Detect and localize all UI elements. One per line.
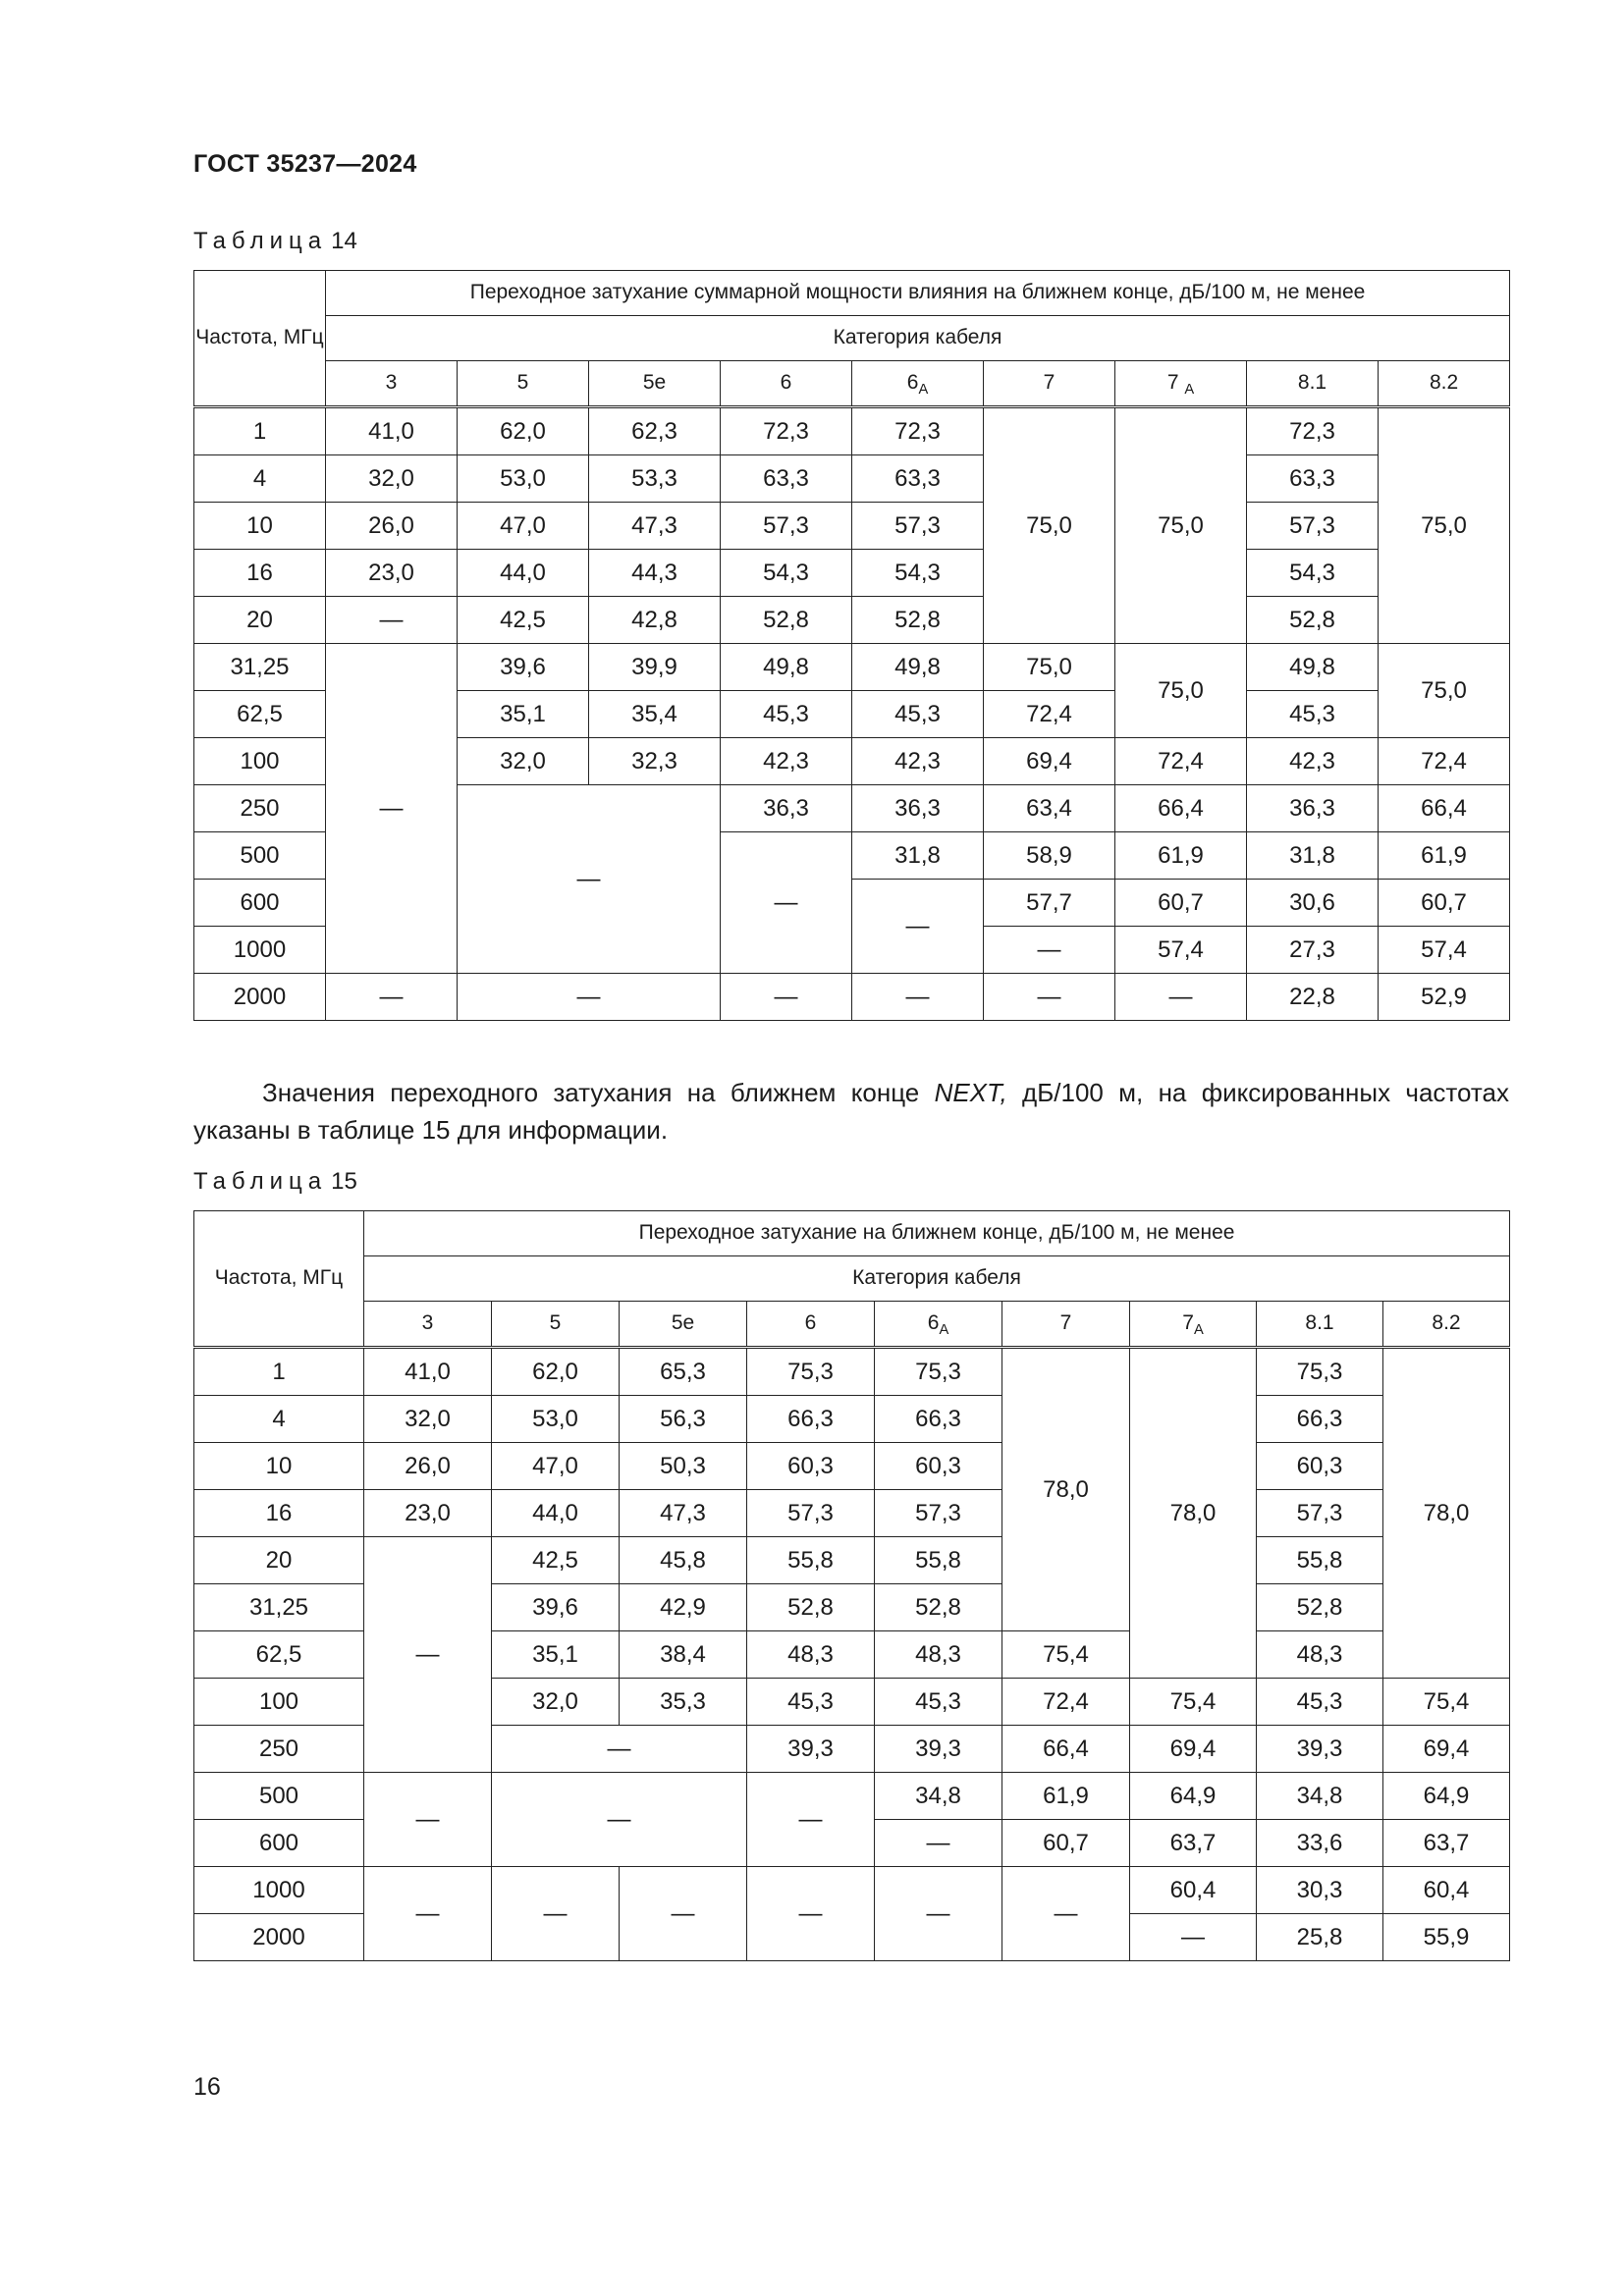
table14-cell: 57,7 xyxy=(984,880,1115,927)
table15-category-header: Категория кабеля xyxy=(364,1256,1510,1302)
paragraph-emphasis: NEXT, xyxy=(934,1078,1007,1107)
table14-cell: 52,8 xyxy=(852,597,984,644)
table14-cell: 52,8 xyxy=(1247,597,1379,644)
table14-cat-header: 5 xyxy=(458,361,589,407)
table14-cell: — xyxy=(458,785,721,974)
table15-cell: — xyxy=(747,1867,875,1961)
table14-cell: 54,3 xyxy=(721,550,852,597)
paragraph-text-end: дБ/100 м, на фиксированных частотах указаны в таблице 15 для информации. xyxy=(193,1078,1509,1145)
table15-cell: 55,8 xyxy=(875,1537,1002,1584)
table15-cell: 47,0 xyxy=(492,1443,620,1490)
table15-cell: 60,4 xyxy=(1130,1867,1257,1914)
table15-cell: 39,3 xyxy=(1257,1726,1383,1773)
table14-cell: 42,3 xyxy=(721,738,852,785)
table15-cell: 48,3 xyxy=(875,1631,1002,1679)
table14-cell: — xyxy=(721,974,852,1021)
table14-cell: 52,9 xyxy=(1379,974,1510,1021)
table14-cell: 57,3 xyxy=(721,503,852,550)
table15-title: Переходное затухание на ближнем конце, дБ/100 м, не менее xyxy=(364,1211,1510,1256)
table15-cell: 35,1 xyxy=(492,1631,620,1679)
table15-freq-cell: 500 xyxy=(194,1773,364,1820)
table15-cell: 69,4 xyxy=(1383,1726,1510,1773)
table14-caption-number: 14 xyxy=(331,228,357,254)
table15-cell: 38,4 xyxy=(620,1631,747,1679)
table14-cat-header: 7 $_A$ xyxy=(1115,361,1247,407)
table14-cell: 39,9 xyxy=(589,644,721,691)
table15-cell: 52,8 xyxy=(875,1584,1002,1631)
table15-freq-cell: 10 xyxy=(194,1443,364,1490)
table14-cell: 63,3 xyxy=(1247,455,1379,503)
table14-cell: 53,0 xyxy=(458,455,589,503)
table15-cell: 50,3 xyxy=(620,1443,747,1490)
table15-cell: — xyxy=(747,1773,875,1867)
table14-cell: — xyxy=(984,974,1115,1021)
table14-cell: 27,3 xyxy=(1247,927,1379,974)
table15-cell: 34,8 xyxy=(1257,1773,1383,1820)
table14-cell: 54,3 xyxy=(852,550,984,597)
table15-cell: 60,7 xyxy=(1002,1820,1130,1867)
table14-cell: 36,3 xyxy=(1247,785,1379,832)
table14-cat-header: 5e xyxy=(589,361,721,407)
document-header: ГОСТ 35237—2024 xyxy=(193,150,417,178)
table15-cell: 48,3 xyxy=(1257,1631,1383,1679)
table15-cell: 57,3 xyxy=(747,1490,875,1537)
table15-cell: 30,3 xyxy=(1257,1867,1383,1914)
table14-freq-cell: 250 xyxy=(194,785,326,832)
table15-cat-header: 8.2 xyxy=(1383,1302,1510,1348)
table14-cell: 72,4 xyxy=(984,691,1115,738)
table15-cell: 25,8 xyxy=(1257,1914,1383,1961)
table15-cell: 48,3 xyxy=(747,1631,875,1679)
table14-cell: 35,1 xyxy=(458,691,589,738)
table15-cell: — xyxy=(875,1867,1002,1961)
table15-cat-header: $7_A$ xyxy=(1130,1302,1257,1348)
table14-cell: 63,4 xyxy=(984,785,1115,832)
table15-cell: 35,3 xyxy=(620,1679,747,1726)
table15-cell: 60,3 xyxy=(747,1443,875,1490)
table14-cat-header: 6 xyxy=(721,361,852,407)
table15-cell: 47,3 xyxy=(620,1490,747,1537)
table15-cell: 66,3 xyxy=(747,1396,875,1443)
table14-cell: 63,3 xyxy=(721,455,852,503)
table14-cell: 22,8 xyxy=(1247,974,1379,1021)
table14-cat-header: 8.2 xyxy=(1379,361,1510,407)
table14-cell: 75,0 xyxy=(1115,644,1247,738)
table15-cell: 63,7 xyxy=(1383,1820,1510,1867)
table15-cell: 55,9 xyxy=(1383,1914,1510,1961)
table15-cell: 33,6 xyxy=(1257,1820,1383,1867)
table14-cell: 41,0 xyxy=(326,407,458,455)
table15-cell: 78,0 xyxy=(1383,1348,1510,1679)
table15-freq-cell: 1 xyxy=(194,1348,364,1396)
table15-cat-header: 6 xyxy=(747,1302,875,1348)
table14-cell: 57,3 xyxy=(1247,503,1379,550)
table15-cell: 42,5 xyxy=(492,1537,620,1584)
table15-freq-cell: 20 xyxy=(194,1537,364,1584)
table15-freq-cell: 31,25 xyxy=(194,1584,364,1631)
table15-cell: — xyxy=(364,1537,492,1773)
table15-cell: 34,8 xyxy=(875,1773,1002,1820)
table14-cell: 62,0 xyxy=(458,407,589,455)
table14-cat-header: $6_A$ xyxy=(852,361,984,407)
table14-caption-label: Таблица xyxy=(193,228,328,254)
table15-cell: 41,0 xyxy=(364,1348,492,1396)
table14-cell: 39,6 xyxy=(458,644,589,691)
table14-cell: 45,3 xyxy=(721,691,852,738)
table14-cat-header: 8.1 xyxy=(1247,361,1379,407)
table14-freq-header: Частота, МГц xyxy=(194,271,326,407)
table14-freq-cell: 4 xyxy=(194,455,326,503)
table15-cell: — xyxy=(875,1820,1002,1867)
table15-caption-label: Таблица xyxy=(193,1168,328,1195)
table15-cell: 42,9 xyxy=(620,1584,747,1631)
table15-cat-header: 3 xyxy=(364,1302,492,1348)
table15-cat-header: $6_A$ xyxy=(875,1302,1002,1348)
table14-cell: 42,5 xyxy=(458,597,589,644)
table14-cell: 32,0 xyxy=(458,738,589,785)
table15-cell: 75,3 xyxy=(875,1348,1002,1396)
table15-cell: 32,0 xyxy=(492,1679,620,1726)
table15-cell: 78,0 xyxy=(1002,1348,1130,1631)
table14-cell: 61,9 xyxy=(1379,832,1510,880)
table14-cell: 42,8 xyxy=(589,597,721,644)
table15-cell: 53,0 xyxy=(492,1396,620,1443)
table15-freq-cell: 62,5 xyxy=(194,1631,364,1679)
table14-cell: 54,3 xyxy=(1247,550,1379,597)
table14-freq-cell: 1 xyxy=(194,407,326,455)
table14-cell: 72,4 xyxy=(1115,738,1247,785)
table14-cell: 66,4 xyxy=(1379,785,1510,832)
table14-cell: 72,3 xyxy=(1247,407,1379,455)
table15-cell: 55,8 xyxy=(747,1537,875,1584)
table14-cell: 45,3 xyxy=(852,691,984,738)
table14-cell: 53,3 xyxy=(589,455,721,503)
table15-cell: 57,3 xyxy=(1257,1490,1383,1537)
table14-cell: — xyxy=(326,597,458,644)
table15-cell: 39,6 xyxy=(492,1584,620,1631)
table15-cell: 45,3 xyxy=(875,1679,1002,1726)
table15-cell: 44,0 xyxy=(492,1490,620,1537)
table15-cell: 66,3 xyxy=(1257,1396,1383,1443)
table14-cell: 69,4 xyxy=(984,738,1115,785)
paragraph-text-start: Значения переходного затухания на ближнем конце xyxy=(262,1078,935,1107)
table15-cell: 65,3 xyxy=(620,1348,747,1396)
table14-cell: 75,0 xyxy=(984,644,1115,691)
table14-cell: 60,7 xyxy=(1115,880,1247,927)
table15-cell: 23,0 xyxy=(364,1490,492,1537)
table14-cell: 26,0 xyxy=(326,503,458,550)
table15-freq-cell: 2000 xyxy=(194,1914,364,1961)
table15-cell: 66,4 xyxy=(1002,1726,1130,1773)
table14-cell: — xyxy=(852,880,984,974)
page-number: 16 xyxy=(193,2073,221,2101)
table15-freq-cell: 250 xyxy=(194,1726,364,1773)
table14-cell: — xyxy=(721,832,852,974)
table15-cell: 66,3 xyxy=(875,1396,1002,1443)
table14-cell: 36,3 xyxy=(852,785,984,832)
table14-freq-cell: 500 xyxy=(194,832,326,880)
table14-cell: 44,3 xyxy=(589,550,721,597)
table14-cell: 52,8 xyxy=(721,597,852,644)
table14-cell: 66,4 xyxy=(1115,785,1247,832)
table14-caption xyxy=(193,228,357,255)
table15-cell: 64,9 xyxy=(1383,1773,1510,1820)
table14-freq-cell: 600 xyxy=(194,880,326,927)
table15-cell: 45,8 xyxy=(620,1537,747,1584)
table15-cell: 60,3 xyxy=(875,1443,1002,1490)
table14-cell: 23,0 xyxy=(326,550,458,597)
table15-cell: 61,9 xyxy=(1002,1773,1130,1820)
table15-cell: 60,4 xyxy=(1383,1867,1510,1914)
table15-cell: 60,3 xyxy=(1257,1443,1383,1490)
table15-cell: 75,4 xyxy=(1130,1679,1257,1726)
table14-cell: 31,8 xyxy=(1247,832,1379,880)
table-15 xyxy=(193,1210,1510,1961)
body-paragraph xyxy=(193,1074,1509,1148)
table14-cell: — xyxy=(852,974,984,1021)
table15-cell: 75,3 xyxy=(1257,1348,1383,1396)
table15-cell: — xyxy=(492,1773,747,1867)
table15-caption-number: 15 xyxy=(331,1168,357,1195)
table15-caption xyxy=(193,1168,357,1196)
table14-cell: — xyxy=(326,644,458,974)
table15-cell: 75,3 xyxy=(747,1348,875,1396)
table15-cell: 75,4 xyxy=(1002,1631,1130,1679)
table14-cell: — xyxy=(458,974,721,1021)
table15-cell: 62,0 xyxy=(492,1348,620,1396)
table15-cell: 26,0 xyxy=(364,1443,492,1490)
table15-cell: 75,4 xyxy=(1383,1679,1510,1726)
table15-cat-header: 8.1 xyxy=(1257,1302,1383,1348)
table15-cell: 55,8 xyxy=(1257,1537,1383,1584)
table15-cell: 63,7 xyxy=(1130,1820,1257,1867)
table14-cell: 30,6 xyxy=(1247,880,1379,927)
table14-cell: 75,0 xyxy=(1379,644,1510,738)
table-14 xyxy=(193,270,1510,1021)
table14-cell: 49,8 xyxy=(852,644,984,691)
table15-cat-header: 7 xyxy=(1002,1302,1130,1348)
table15-freq-header: Частота, МГц xyxy=(194,1211,364,1348)
table14-cell: — xyxy=(984,927,1115,974)
table14-cell: 47,0 xyxy=(458,503,589,550)
table14-cell: 36,3 xyxy=(721,785,852,832)
table14-cell: 32,0 xyxy=(326,455,458,503)
table14-cell: 57,3 xyxy=(852,503,984,550)
table14-cat-header: 3 xyxy=(326,361,458,407)
table15-cell: 32,0 xyxy=(364,1396,492,1443)
table14-freq-cell: 62,5 xyxy=(194,691,326,738)
table15-cell: — xyxy=(492,1726,747,1773)
table14-cell: 35,4 xyxy=(589,691,721,738)
table15-cell: 69,4 xyxy=(1130,1726,1257,1773)
table15-cell: — xyxy=(364,1867,492,1961)
table14-cell: 61,9 xyxy=(1115,832,1247,880)
table15-cell: 72,4 xyxy=(1002,1679,1130,1726)
table14-cell: 62,3 xyxy=(589,407,721,455)
table14-cell: 44,0 xyxy=(458,550,589,597)
table15-cell: — xyxy=(1002,1867,1130,1961)
table15-cell: — xyxy=(1130,1914,1257,1961)
table14-cell: 75,0 xyxy=(1379,407,1510,644)
table15-freq-cell: 600 xyxy=(194,1820,364,1867)
table14-cell: 32,3 xyxy=(589,738,721,785)
table14-cell: 42,3 xyxy=(852,738,984,785)
table14-cat-header: 7 xyxy=(984,361,1115,407)
table14-freq-cell: 16 xyxy=(194,550,326,597)
table14-cell: — xyxy=(326,974,458,1021)
table14-cell: 31,8 xyxy=(852,832,984,880)
table14-freq-cell: 1000 xyxy=(194,927,326,974)
table15-cat-header: 5e xyxy=(620,1302,747,1348)
table15-cell: 64,9 xyxy=(1130,1773,1257,1820)
table14-freq-cell: 100 xyxy=(194,738,326,785)
table15-freq-cell: 100 xyxy=(194,1679,364,1726)
table15-cell: — xyxy=(364,1773,492,1867)
table14-cell: 47,3 xyxy=(589,503,721,550)
table15-cell: 52,8 xyxy=(1257,1584,1383,1631)
table14-cell: 57,4 xyxy=(1379,927,1510,974)
table15-cell: 39,3 xyxy=(875,1726,1002,1773)
table15-cell: 45,3 xyxy=(1257,1679,1383,1726)
table15-cell: 56,3 xyxy=(620,1396,747,1443)
table15-cell: 57,3 xyxy=(875,1490,1002,1537)
table14-cell: 75,0 xyxy=(1115,407,1247,644)
table14-cell: — xyxy=(1115,974,1247,1021)
table15-freq-cell: 4 xyxy=(194,1396,364,1443)
table15-cell: — xyxy=(620,1867,747,1961)
table14-cell: 49,8 xyxy=(1247,644,1379,691)
table15-freq-cell: 1000 xyxy=(194,1867,364,1914)
table14-freq-cell: 2000 xyxy=(194,974,326,1021)
table15-cell: 45,3 xyxy=(747,1679,875,1726)
table14-cell: 58,9 xyxy=(984,832,1115,880)
table14-cell: 72,4 xyxy=(1379,738,1510,785)
table15-cell: 39,3 xyxy=(747,1726,875,1773)
table14-freq-cell: 20 xyxy=(194,597,326,644)
table14-title: Переходное затухание суммарной мощности влияния на ближнем конце, дБ/100 м, не менее xyxy=(326,271,1510,316)
table14-cell: 42,3 xyxy=(1247,738,1379,785)
table14-cell: 75,0 xyxy=(984,407,1115,644)
table14-cell: 45,3 xyxy=(1247,691,1379,738)
table14-cell: 63,3 xyxy=(852,455,984,503)
table15-cell: — xyxy=(492,1867,620,1961)
table14-cell: 72,3 xyxy=(852,407,984,455)
table14-cell: 57,4 xyxy=(1115,927,1247,974)
table14-freq-cell: 31,25 xyxy=(194,644,326,691)
table15-cell: 52,8 xyxy=(747,1584,875,1631)
table15-freq-cell: 16 xyxy=(194,1490,364,1537)
table14-cell: 72,3 xyxy=(721,407,852,455)
table14-category-header: Категория кабеля xyxy=(326,316,1510,361)
table14-freq-cell: 10 xyxy=(194,503,326,550)
table15-cell: 78,0 xyxy=(1130,1348,1257,1679)
table15-cat-header: 5 xyxy=(492,1302,620,1348)
table14-cell: 60,7 xyxy=(1379,880,1510,927)
table14-cell: 49,8 xyxy=(721,644,852,691)
